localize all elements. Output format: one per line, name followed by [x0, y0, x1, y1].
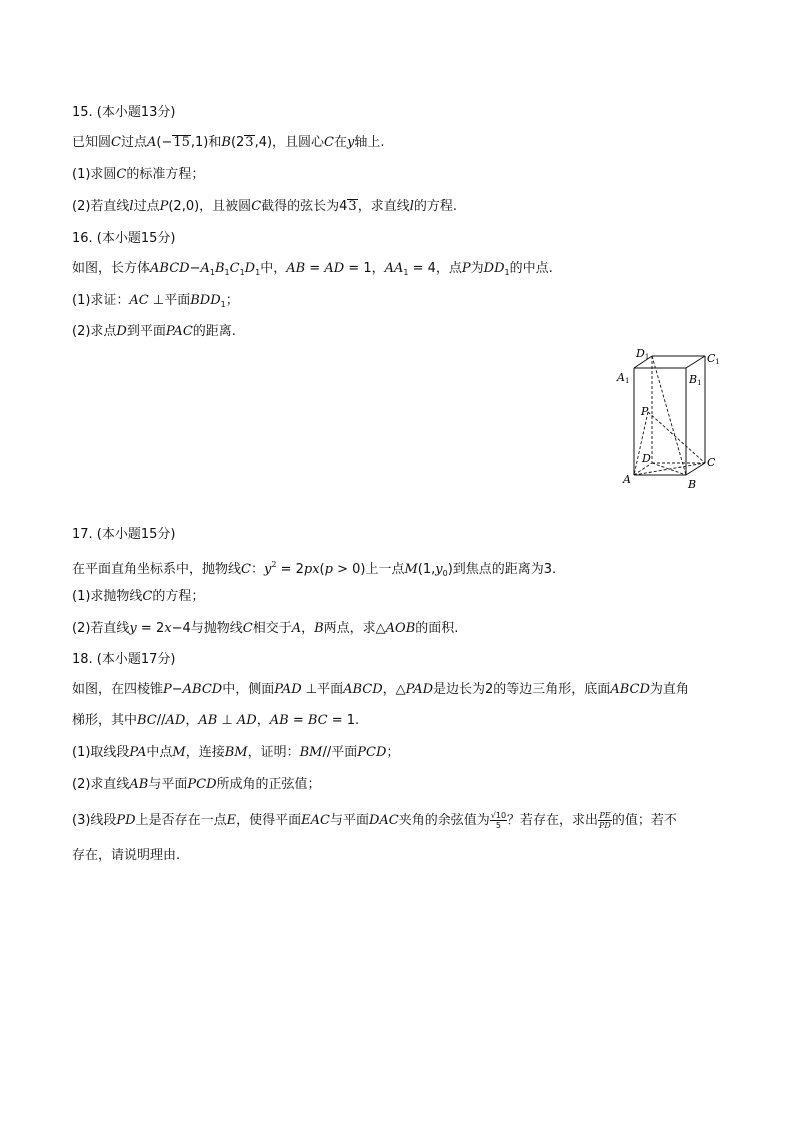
problem-15-stem: 已知圆C过点A(−15,1)和B(23,4)，且圆心C在y轴上.	[72, 135, 385, 150]
label-D1: D1	[636, 347, 650, 361]
problem-16-part-2: (2)求点D到平面PAC的距离.	[72, 324, 236, 339]
label-P: P	[641, 405, 649, 418]
problem-18-part-3-line-1: (3)线段PD上是否存在一点E，使得平面EAC与平面DAC夹角的余弦值为 $\frac{√10}{5}$ ？若存在，求出 $\frac{PE}{PD}$ 的值；若不	[72, 811, 677, 830]
label-C1: C1	[707, 352, 720, 366]
problem-16-part-1: (1)求证：AC ⊥平面$BDD_1$；	[72, 293, 239, 309]
label-A1: A1	[617, 371, 630, 385]
label-C: C	[707, 456, 716, 469]
problem-16-header: 16. (本小题15分)	[72, 231, 176, 246]
problem-18-part-1: (1)取线段PA中点M，连接BM，证明：BM//平面PCD；	[72, 745, 400, 760]
problem-15-part-1: (1)求圆C的标准方程；	[72, 167, 205, 182]
label-B: B	[688, 478, 697, 491]
problem-18-part-3-line-2: 存在，请说明理由.	[72, 848, 181, 863]
problem-15-part-2: (2)若直线l过点P(2,0)，且被圆C截得的弦长为43，求直线l的方程.	[72, 199, 458, 214]
problem-16-stem: 如图，长方体$ABCD-A_1B_1C_1D_1$中，AB = AD = 1，$AA_1 = 4$，点P为$DD_1$的中点.	[72, 261, 553, 277]
problem-18-part-2: (2)求直线AB与平面PCD所成角的正弦值；	[72, 777, 321, 792]
problem-18-stem-line-2: 梯形，其中BC//AD，AB ⊥ AD，AB = BC = 1.	[72, 713, 360, 728]
problem-18-header: 18. (本小题17分)	[72, 652, 176, 667]
problem-17-part-1: (1)求抛物线C的方程；	[72, 589, 205, 604]
problem-18-stem-line-1: 如图，在四棱锥P−ABCD中，侧面PAD ⊥平面ABCD，△PAD是边长为2的等边三角形，底面ABCD为直角	[72, 682, 689, 697]
label-B1: B1	[689, 373, 702, 387]
cuboid-figure	[612, 344, 724, 494]
problem-17-header: 17. (本小题15分)	[72, 527, 176, 542]
problem-15-header: 15. (本小题13分)	[72, 105, 176, 120]
label-A: A	[623, 473, 631, 486]
problem-17-stem: 在平面直角坐标系中，抛物线C：$y^2 = 2px(p > 0)$上一点$M(1,y_0)$到焦点的距离为3.	[72, 560, 557, 578]
problem-17-part-2: (2)若直线y = 2x−4与抛物线C相交于A，B两点，求△AOB的面积.	[72, 621, 459, 636]
label-D: D	[642, 452, 651, 465]
